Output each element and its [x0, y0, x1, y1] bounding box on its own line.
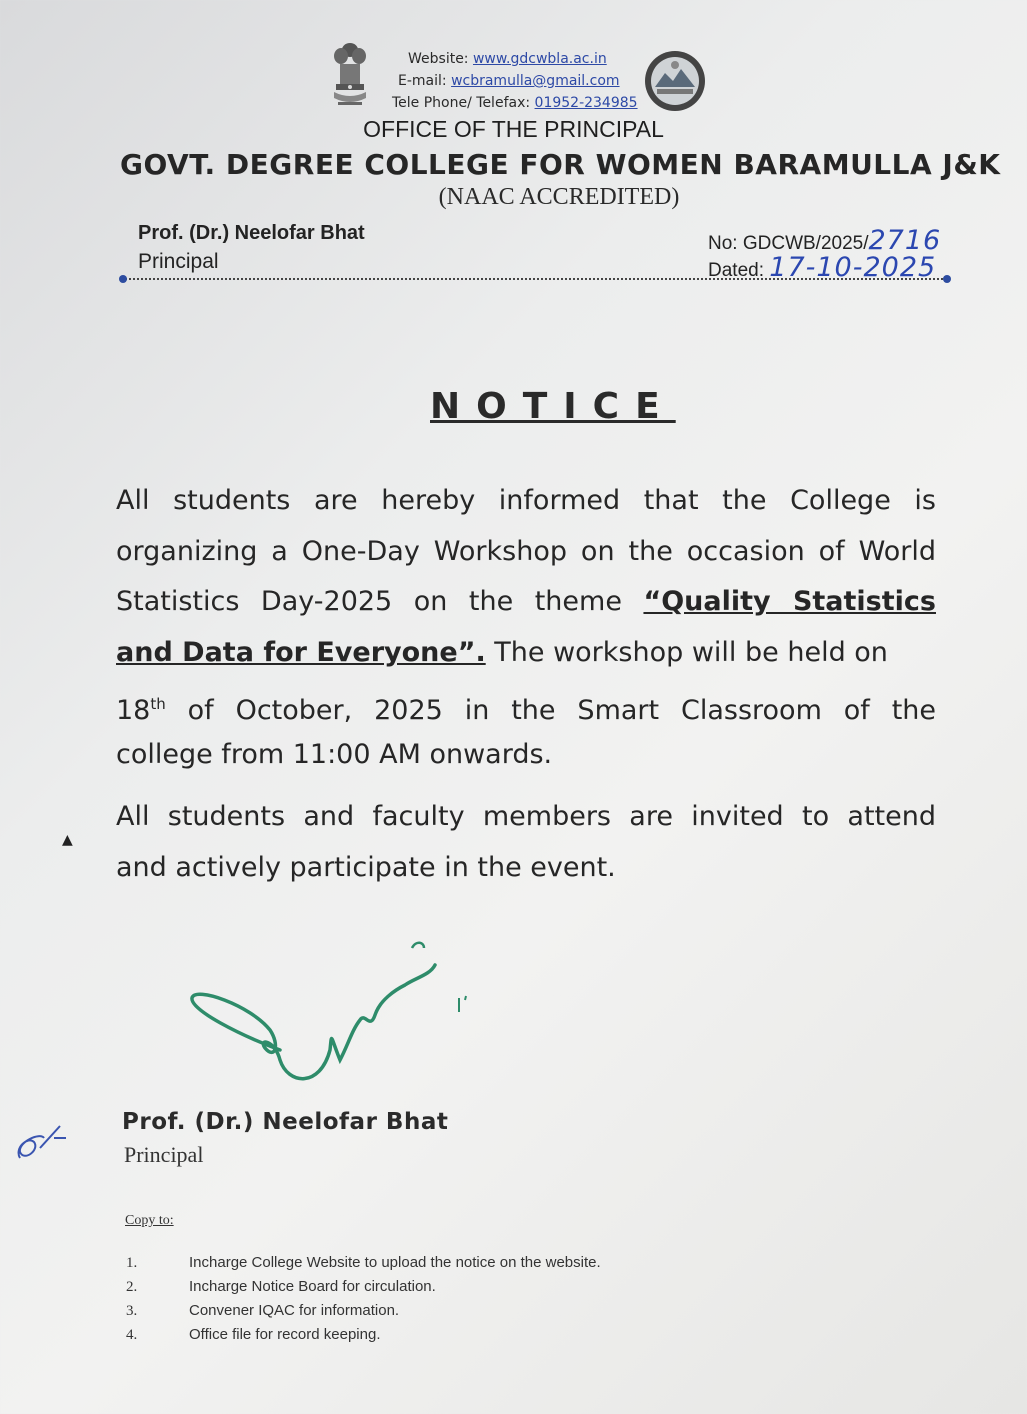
notice-line: college from 11:00 AM onwards. [116, 739, 553, 770]
item-number: 3. [126, 1303, 138, 1319]
copy-to-item [126, 1326, 686, 1344]
principal-name: Prof. (Dr.) Neelofar Bhat [138, 222, 365, 244]
email-row [392, 70, 652, 92]
item-text: Convener IQAC for information. [189, 1302, 400, 1319]
copy-to-item [126, 1278, 686, 1296]
phone-number: 01952-234985 [534, 95, 638, 111]
ref-label: No: GDCWB/2025/ [708, 233, 869, 254]
email-link: wcbramulla@gmail.com [451, 73, 620, 89]
date-handwritten: 17-10-2025 [769, 252, 937, 283]
notice-line [116, 585, 936, 619]
notice-line: organizing a One-Day Workshop on the occasion of World [116, 536, 936, 567]
initials-image [10, 1118, 70, 1168]
phone-row [392, 92, 652, 114]
theme-text: “Quality Statistics [643, 586, 936, 617]
caret-mark-icon: ▲ [62, 832, 73, 848]
item-text: Incharge College Website to upload the notice on the website. [189, 1254, 601, 1271]
day-suffix: th [150, 695, 166, 713]
notice-line [116, 687, 936, 728]
copy-to-item [126, 1254, 686, 1272]
notice-line: and actively participate in the event. [116, 852, 616, 883]
ref-number-handwritten: 2716 [868, 225, 942, 256]
contact-block [392, 48, 652, 114]
item-text: Office file for record keeping. [189, 1326, 381, 1343]
phone-label: Tele Phone/ Telefax: [392, 95, 535, 111]
copy-to-item [126, 1302, 686, 1320]
website-label: Website: [408, 51, 473, 67]
notice-line [116, 636, 936, 670]
notice-text: Statistics Day-2025 on the theme [116, 586, 622, 617]
notice-text: of October, 2025 in the Smart Classroom of the [187, 695, 936, 726]
header-divider [122, 278, 950, 280]
website-row [392, 48, 652, 70]
divider-end-dot [943, 275, 951, 283]
item-number: 2. [126, 1279, 138, 1295]
notice-title: NOTICE [430, 386, 676, 427]
college-name: GOVT. DEGREE COLLEGE FOR WOMEN BARAMULLA J&K [120, 148, 1001, 181]
signature-image [180, 920, 480, 1110]
date-label: Dated: [708, 260, 770, 281]
item-number: 1. [126, 1255, 138, 1271]
signatory-name: Prof. (Dr.) Neelofar Bhat [122, 1109, 449, 1135]
email-label: E-mail: [398, 73, 452, 89]
event-day: 18 [116, 695, 151, 726]
notice-line: All students are hereby informed that the College is [116, 485, 936, 516]
accreditation: (NAAC ACCREDITED) [438, 184, 680, 210]
item-text: Incharge Notice Board for circulation. [189, 1278, 436, 1295]
notice-line: All students and faculty members are invited to attend [116, 801, 936, 832]
copy-to-heading: Copy to: [125, 1213, 174, 1228]
national-emblem-icon [328, 40, 372, 112]
item-number: 4. [126, 1327, 138, 1343]
office-title: OFFICE OF THE PRINCIPAL [363, 116, 664, 142]
divider-end-dot [119, 275, 127, 283]
theme-text: and Data for Everyone”. [116, 637, 486, 668]
principal-role: Principal [138, 250, 219, 273]
website-link: www.gdcwbla.ac.in [472, 51, 607, 67]
signatory-role: Principal [124, 1142, 204, 1167]
college-seal-icon [643, 49, 707, 113]
notice-text: The workshop will be held on [485, 637, 888, 668]
